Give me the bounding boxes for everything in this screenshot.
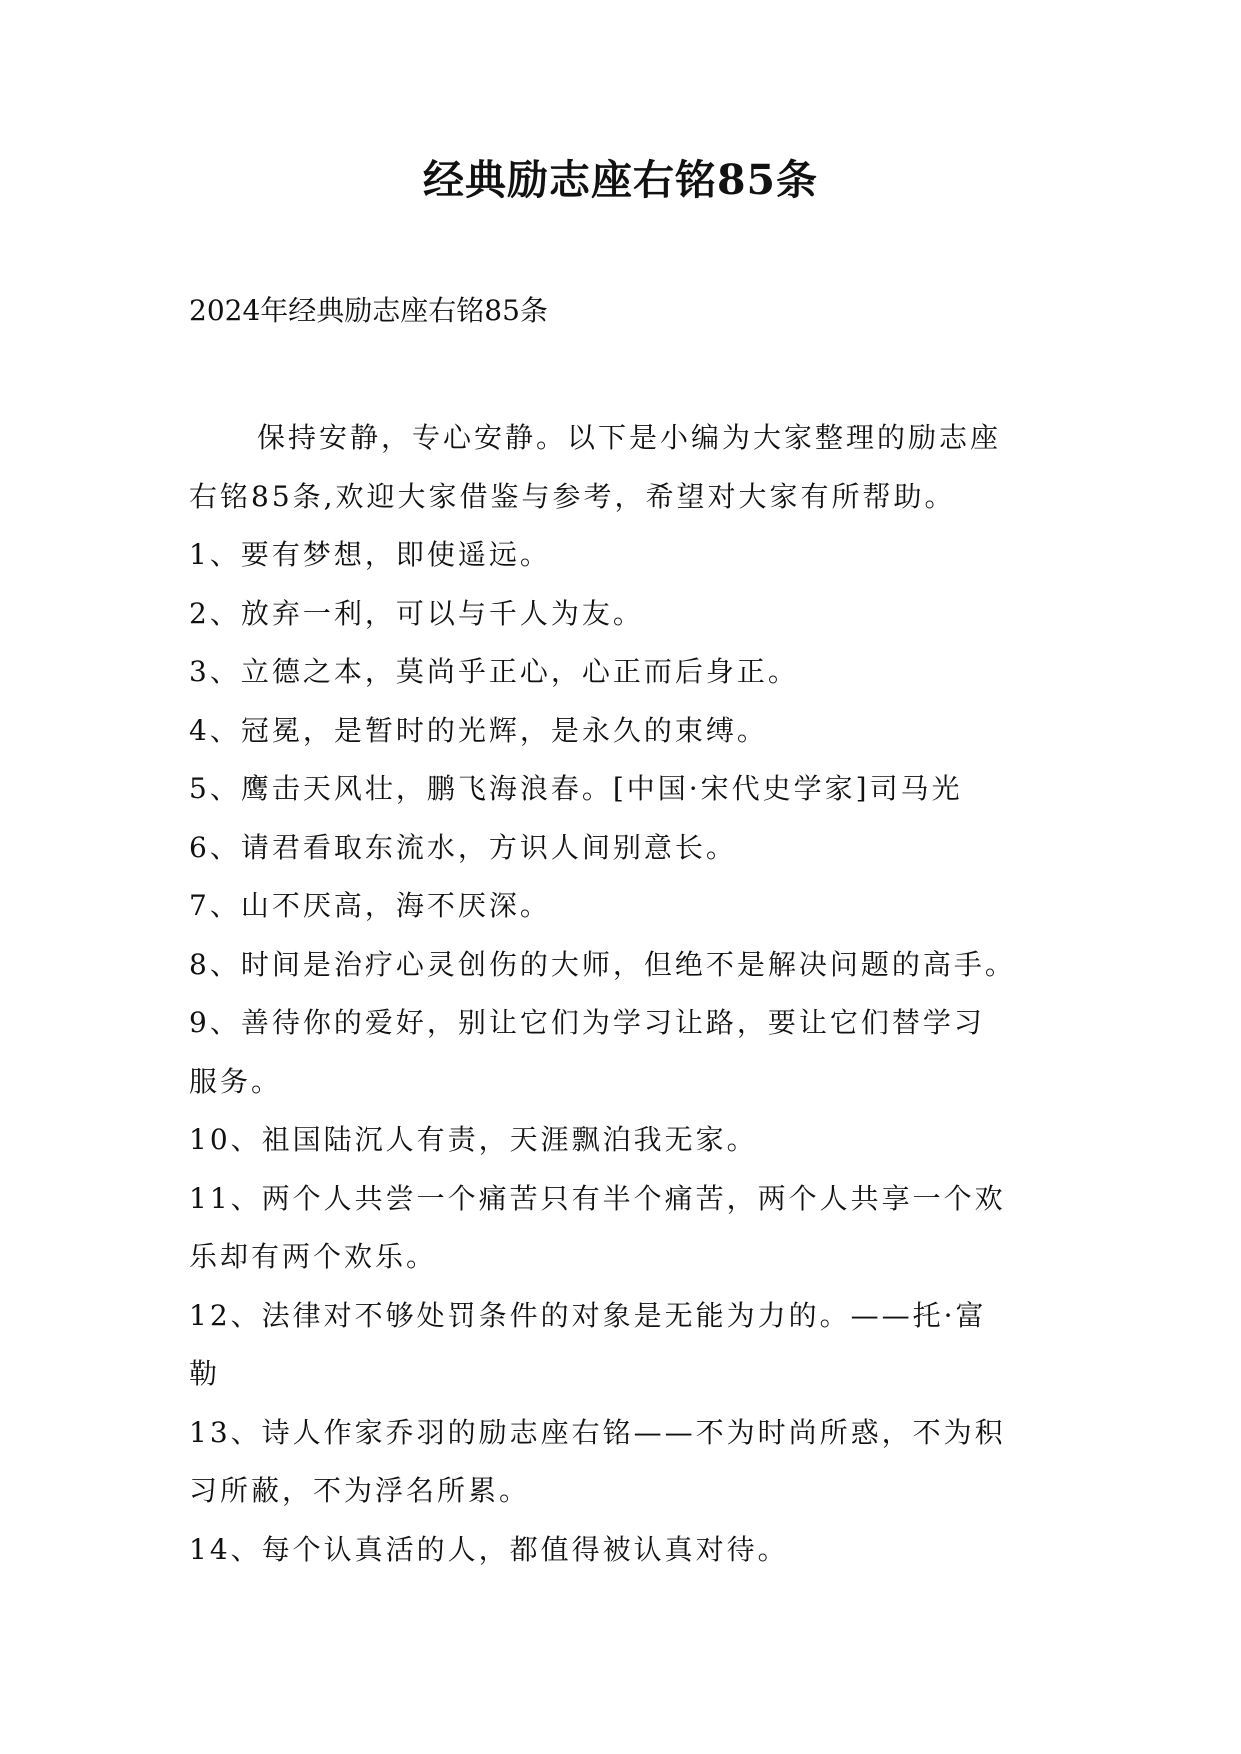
motto-line: 12、法律对不够处罚条件的对象是无能为力的。——托·富 [189, 1298, 987, 1332]
motto-line: 13、诗人作家乔羽的励志座右铭——不为时尚所惑，不为积 [189, 1415, 1006, 1449]
motto-line: 14、每个认真活的人，都值得被认真对待。 [189, 1532, 789, 1566]
document-subtitle: 2024年经典励志座右铭85条 [189, 294, 548, 327]
motto-line: 8、时间是治疗心灵创伤的大师，但绝不是解决问题的高手。 [189, 947, 1016, 981]
motto-line: 7、山不厌高，海不厌深。 [189, 889, 551, 922]
motto-line: 6、请君看取东流水，方识人间别意长。 [189, 830, 737, 864]
intro-line: 右铭85条,欢迎大家借鉴与参考，希望对大家有所帮助。 [189, 479, 956, 513]
motto-line: 乐却有两个欢乐。 [189, 1240, 438, 1273]
document-title: 经典励志座右铭85条 [422, 156, 819, 204]
motto-line: 2、放弃一利，可以与千人为友。 [189, 596, 644, 630]
motto-line: 习所蔽，不为浮名所累。 [189, 1474, 531, 1507]
motto-line: 服务。 [189, 1064, 283, 1098]
motto-line: 11、两个人共尝一个痛苦只有半个痛苦，两个人共享一个欢 [189, 1181, 1006, 1215]
document-body [189, 409, 1089, 1579]
motto-line: 10、祖国陆沉人有责，天涯飘泊我无家。 [189, 1123, 758, 1156]
motto-line: 4、冠冕，是暂时的光辉，是永久的束缚。 [189, 713, 768, 747]
motto-line: 3、立德之本，莫尚乎正心，心正而后身正。 [189, 655, 799, 688]
motto-line: 勒 [189, 1357, 221, 1390]
motto-line: 1、要有梦想，即使遥远。 [189, 538, 551, 571]
intro-line: 保持安静，专心安静。以下是小编为大家整理的励志座 [257, 421, 1002, 454]
motto-line: 5、鹰击天风壮，鹏飞海浪春。[中国·宋代史学家]司马光 [189, 772, 963, 805]
motto-line: 9、善待你的爱好，别让它们为学习让路，要让它们替学习 [189, 1006, 985, 1039]
